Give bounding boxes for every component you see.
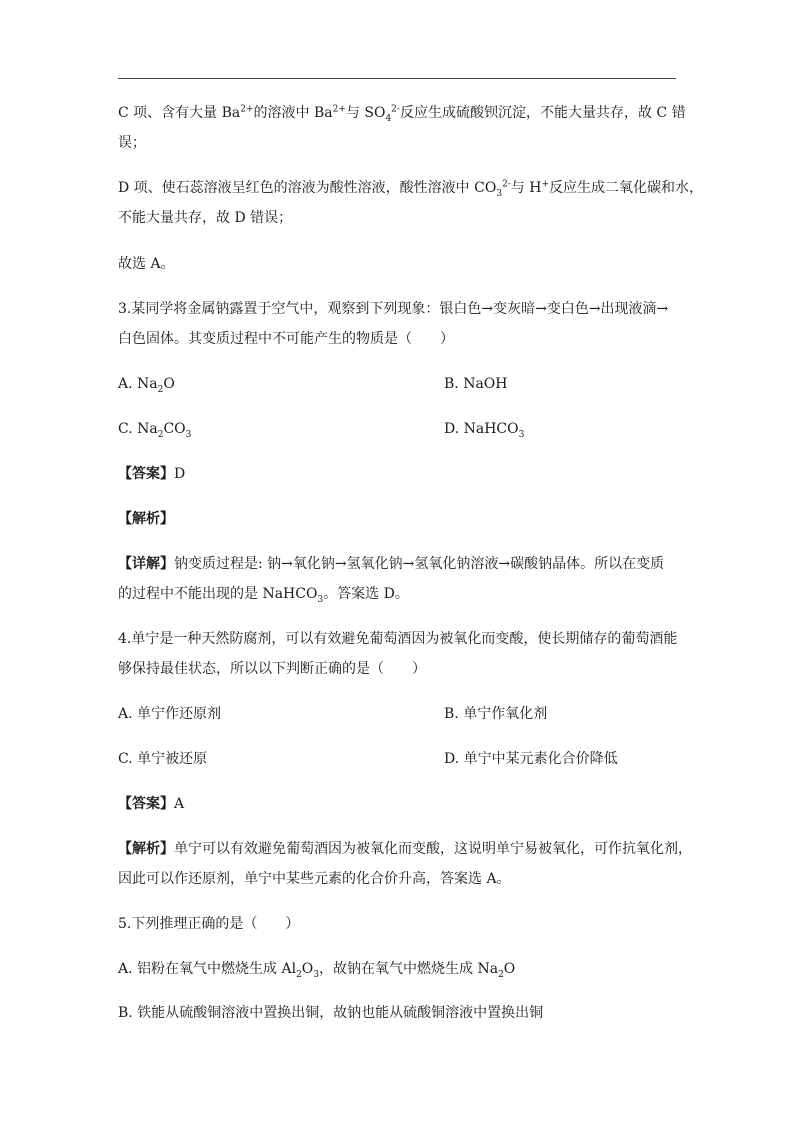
question-4-option-b: B. 单宁作氧化剂	[444, 706, 548, 722]
question-4-stem: 4.单宁是一种天然防腐剂，可以有效避免葡萄酒因为被氧化而变酸，使长期储存的葡萄酒能	[118, 631, 678, 647]
question-4-answer: 【答案】A	[118, 796, 185, 812]
text-line: 不能大量共存，故 D 错误；	[118, 210, 293, 226]
text-line: D 项、使石蕊溶液呈红色的溶液为酸性溶液，酸性溶液中 $CO_3^{2-}$与 H+反应生成二氧化碳和水，	[118, 179, 704, 199]
question-5-option-a: A. 铝粉在氧气中燃烧生成 $Al_2O_3$，故钠在氧气中燃烧生成 $Na_2O$	[118, 961, 516, 980]
question-4-analysis: 因此可以作还原剂，单宁中某些元素的化合价升高，答案选 A。	[118, 871, 511, 887]
question-4-option-d: D. 单宁中某元素化合价降低	[444, 751, 618, 767]
question-5-stem: 5.下列推理正确的是（ ）	[118, 916, 300, 932]
question-4-analysis: 【解析】单宁可以有效避免葡萄酒因为被氧化而变酸，这说明单宁易被氧化，可作抗氧化剂，	[118, 841, 692, 857]
question-3-answer: 【答案】D	[118, 466, 186, 482]
question-3-detail: 【详解】钠变质过程是: 钠→氧化钠→氢氧化钠→氢氧化钠溶液→碳酸钠晶体。所以在变质	[118, 556, 665, 572]
question-4-stem: 够保持最佳状态，所以以下判断正确的是（ ）	[118, 661, 426, 677]
question-3-analysis-tag: 【解析】	[118, 511, 174, 527]
question-3-option-a: A. $Na_2O$	[118, 376, 175, 395]
question-3-detail: 的过程中不能出现的是 NaHCO$_3$。答案选 D。	[118, 586, 409, 605]
question-4-option-a: A. 单宁作还原剂	[118, 706, 222, 722]
question-3-option-d: D. NaHCO$_3$	[444, 421, 525, 440]
question-4-option-c: C. 单宁被还原	[118, 751, 208, 767]
text-line: 误；	[118, 135, 146, 151]
question-3-option-c: C. $Na_2CO_3$	[118, 421, 192, 440]
text-line: 故选 A。	[118, 256, 175, 272]
question-3-stem: 白色固体。其变质过程中不可能产生的物质是（ ）	[118, 331, 454, 347]
header-rule	[118, 78, 676, 79]
text-line: C 项、含有大量 $Ba^{2+}$的溶液中 $Ba^{2+}$与 $SO_4^{2-}$反应生成硫酸钡沉淀，不能大量共存，故 C 错	[118, 104, 686, 124]
question-3-stem: 3.某同学将金属钠露置于空气中，观察到下列现象：银白色→变灰暗→变白色→出现液滴→	[118, 301, 669, 317]
question-3-option-b: B. NaOH	[444, 376, 508, 392]
question-5-option-b: B. 铁能从硫酸铜溶液中置换出铜，故钠也能从硫酸铜溶液中置换出铜	[118, 1005, 544, 1021]
